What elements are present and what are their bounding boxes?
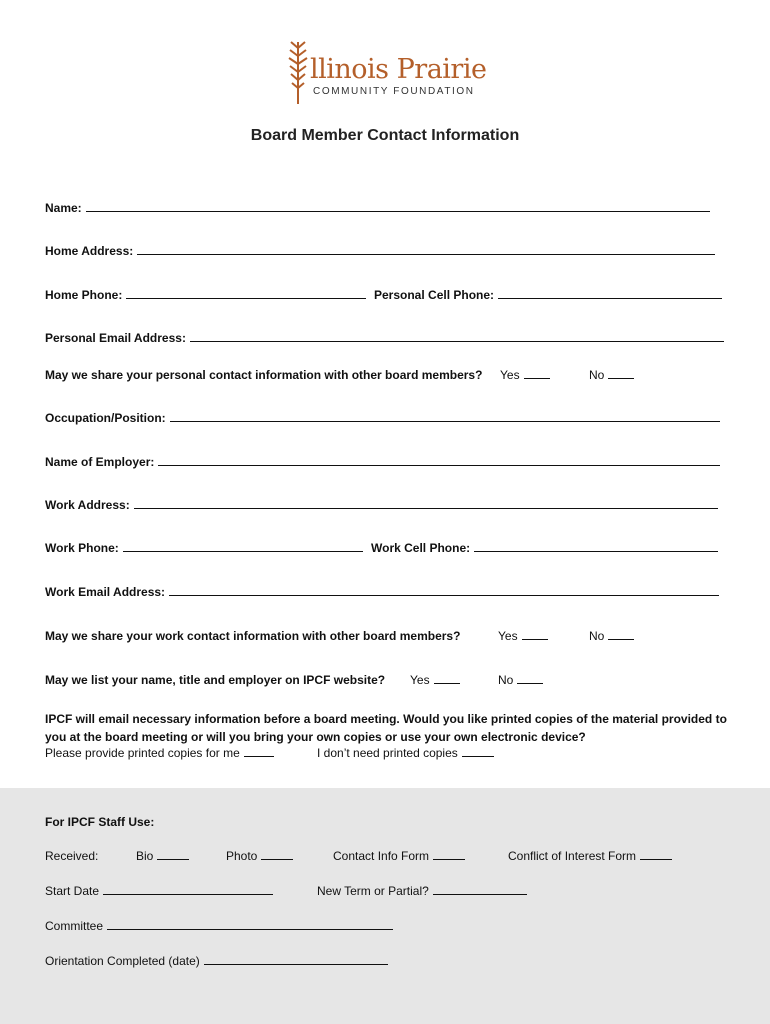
list-website-yes-blank[interactable] bbox=[434, 672, 460, 684]
staff-orientation-blank[interactable] bbox=[204, 953, 388, 965]
share-work-no bbox=[589, 628, 634, 644]
name-field[interactable] bbox=[86, 200, 710, 212]
form-title: Board Member Contact Information bbox=[250, 127, 520, 144]
work-address-field[interactable] bbox=[134, 497, 718, 509]
personal-cell-row bbox=[374, 287, 722, 303]
personal-cell-field[interactable] bbox=[498, 287, 722, 299]
printed-copies-yes-label: Please provide printed copies for me bbox=[45, 746, 240, 760]
prairie-grass-icon bbox=[286, 38, 312, 106]
home-address-field[interactable] bbox=[137, 243, 715, 255]
staff-start-date-blank[interactable] bbox=[103, 883, 273, 895]
staff-conflict-form-label: Conflict of Interest Form bbox=[508, 849, 637, 863]
work-phone-row bbox=[45, 540, 363, 556]
occupation-row bbox=[45, 410, 720, 426]
list-website-yes bbox=[410, 672, 460, 688]
share-personal-no bbox=[589, 367, 634, 383]
staff-committee-blank[interactable] bbox=[107, 918, 393, 930]
employer-row bbox=[45, 454, 720, 470]
printed-copies-no-label: I don’t need printed copies bbox=[317, 746, 458, 760]
share-personal-yes bbox=[500, 367, 550, 383]
share-personal-no-label: No bbox=[589, 368, 605, 382]
list-website-yes-label: Yes bbox=[410, 673, 430, 687]
share-work-no-blank[interactable] bbox=[608, 628, 634, 640]
staff-photo-blank[interactable] bbox=[261, 848, 293, 860]
staff-bio-label: Bio bbox=[136, 849, 154, 863]
home-phone-label: Home Phone: bbox=[45, 288, 123, 302]
list-website-no-blank[interactable] bbox=[517, 672, 543, 684]
work-cell-field[interactable] bbox=[474, 540, 718, 552]
share-work-yes bbox=[498, 628, 548, 644]
staff-start-date bbox=[45, 883, 273, 899]
staff-committee-label: Committee bbox=[45, 919, 104, 933]
list-website-no-label: No bbox=[498, 673, 514, 687]
personal-email-label: Personal Email Address: bbox=[45, 331, 186, 345]
share-personal-yes-label: Yes bbox=[500, 368, 520, 382]
home-address-label: Home Address: bbox=[45, 244, 134, 258]
printed-copies-no-blank[interactable] bbox=[462, 745, 494, 757]
personal-email-row bbox=[45, 330, 724, 346]
work-email-row bbox=[45, 584, 719, 600]
staff-photo-label: Photo bbox=[226, 849, 258, 863]
name-row bbox=[45, 200, 710, 216]
work-email-label: Work Email Address: bbox=[45, 585, 166, 599]
staff-contact-form-label: Contact Info Form bbox=[333, 849, 430, 863]
name-label: Name: bbox=[45, 201, 82, 215]
home-phone-field[interactable] bbox=[126, 287, 366, 299]
logo-title: llinois Prairie bbox=[310, 54, 487, 85]
work-cell-label: Work Cell Phone: bbox=[371, 541, 471, 555]
staff-contact-form-blank[interactable] bbox=[433, 848, 465, 860]
staff-committee bbox=[45, 918, 393, 934]
personal-email-field[interactable] bbox=[190, 330, 724, 342]
staff-new-term bbox=[317, 883, 527, 899]
share-work-no-label: No bbox=[589, 629, 605, 643]
share-work-yes-blank[interactable] bbox=[522, 628, 548, 640]
staff-bio bbox=[136, 848, 189, 864]
staff-photo bbox=[226, 848, 293, 864]
printed-copies-section bbox=[45, 710, 735, 746]
staff-orientation-label: Orientation Completed (date) bbox=[45, 954, 200, 968]
share-work-question: May we share your work contact information with other board members? bbox=[45, 629, 461, 643]
work-address-label: Work Address: bbox=[45, 498, 130, 512]
printed-copies-no bbox=[317, 745, 494, 761]
home-address-row bbox=[45, 243, 715, 259]
work-email-field[interactable] bbox=[169, 584, 719, 596]
work-cell-row bbox=[371, 540, 718, 556]
printed-copies-yes bbox=[45, 745, 274, 761]
staff-bio-blank[interactable] bbox=[157, 848, 189, 860]
work-address-row bbox=[45, 497, 718, 513]
employer-label: Name of Employer: bbox=[45, 455, 155, 469]
share-work-yes-label: Yes bbox=[498, 629, 518, 643]
staff-use-section bbox=[0, 788, 770, 1024]
staff-new-term-blank[interactable] bbox=[433, 883, 527, 895]
staff-conflict-form-blank[interactable] bbox=[640, 848, 672, 860]
occupation-field[interactable] bbox=[170, 410, 720, 422]
staff-start-date-label: Start Date bbox=[45, 884, 100, 898]
printed-copies-question: IPCF will email necessary information before a board meeting. Would you like printed copies of the material provided to you at the board meeting or will you bring your own copies or use your own electronic device? bbox=[45, 712, 727, 744]
staff-heading: For IPCF Staff Use: bbox=[45, 815, 155, 829]
work-phone-label: Work Phone: bbox=[45, 541, 119, 555]
personal-cell-label: Personal Cell Phone: bbox=[374, 288, 495, 302]
logo bbox=[286, 38, 496, 106]
occupation-label: Occupation/Position: bbox=[45, 411, 166, 425]
share-personal-no-blank[interactable] bbox=[608, 367, 634, 379]
staff-received-label: Received: bbox=[45, 849, 99, 863]
staff-conflict-form bbox=[508, 848, 672, 864]
logo-subtitle: COMMUNITY FOUNDATION bbox=[313, 86, 475, 97]
list-website-no bbox=[498, 672, 543, 688]
staff-contact-form bbox=[333, 848, 465, 864]
employer-field[interactable] bbox=[158, 454, 720, 466]
work-phone-field[interactable] bbox=[123, 540, 363, 552]
home-phone-row bbox=[45, 287, 366, 303]
list-website-question: May we list your name, title and employer on IPCF website? bbox=[45, 673, 386, 687]
share-personal-question: May we share your personal contact information with other board members? bbox=[45, 368, 483, 382]
printed-copies-yes-blank[interactable] bbox=[244, 745, 274, 757]
staff-orientation bbox=[45, 953, 388, 969]
share-personal-yes-blank[interactable] bbox=[524, 367, 550, 379]
staff-new-term-label: New Term or Partial? bbox=[317, 884, 429, 898]
